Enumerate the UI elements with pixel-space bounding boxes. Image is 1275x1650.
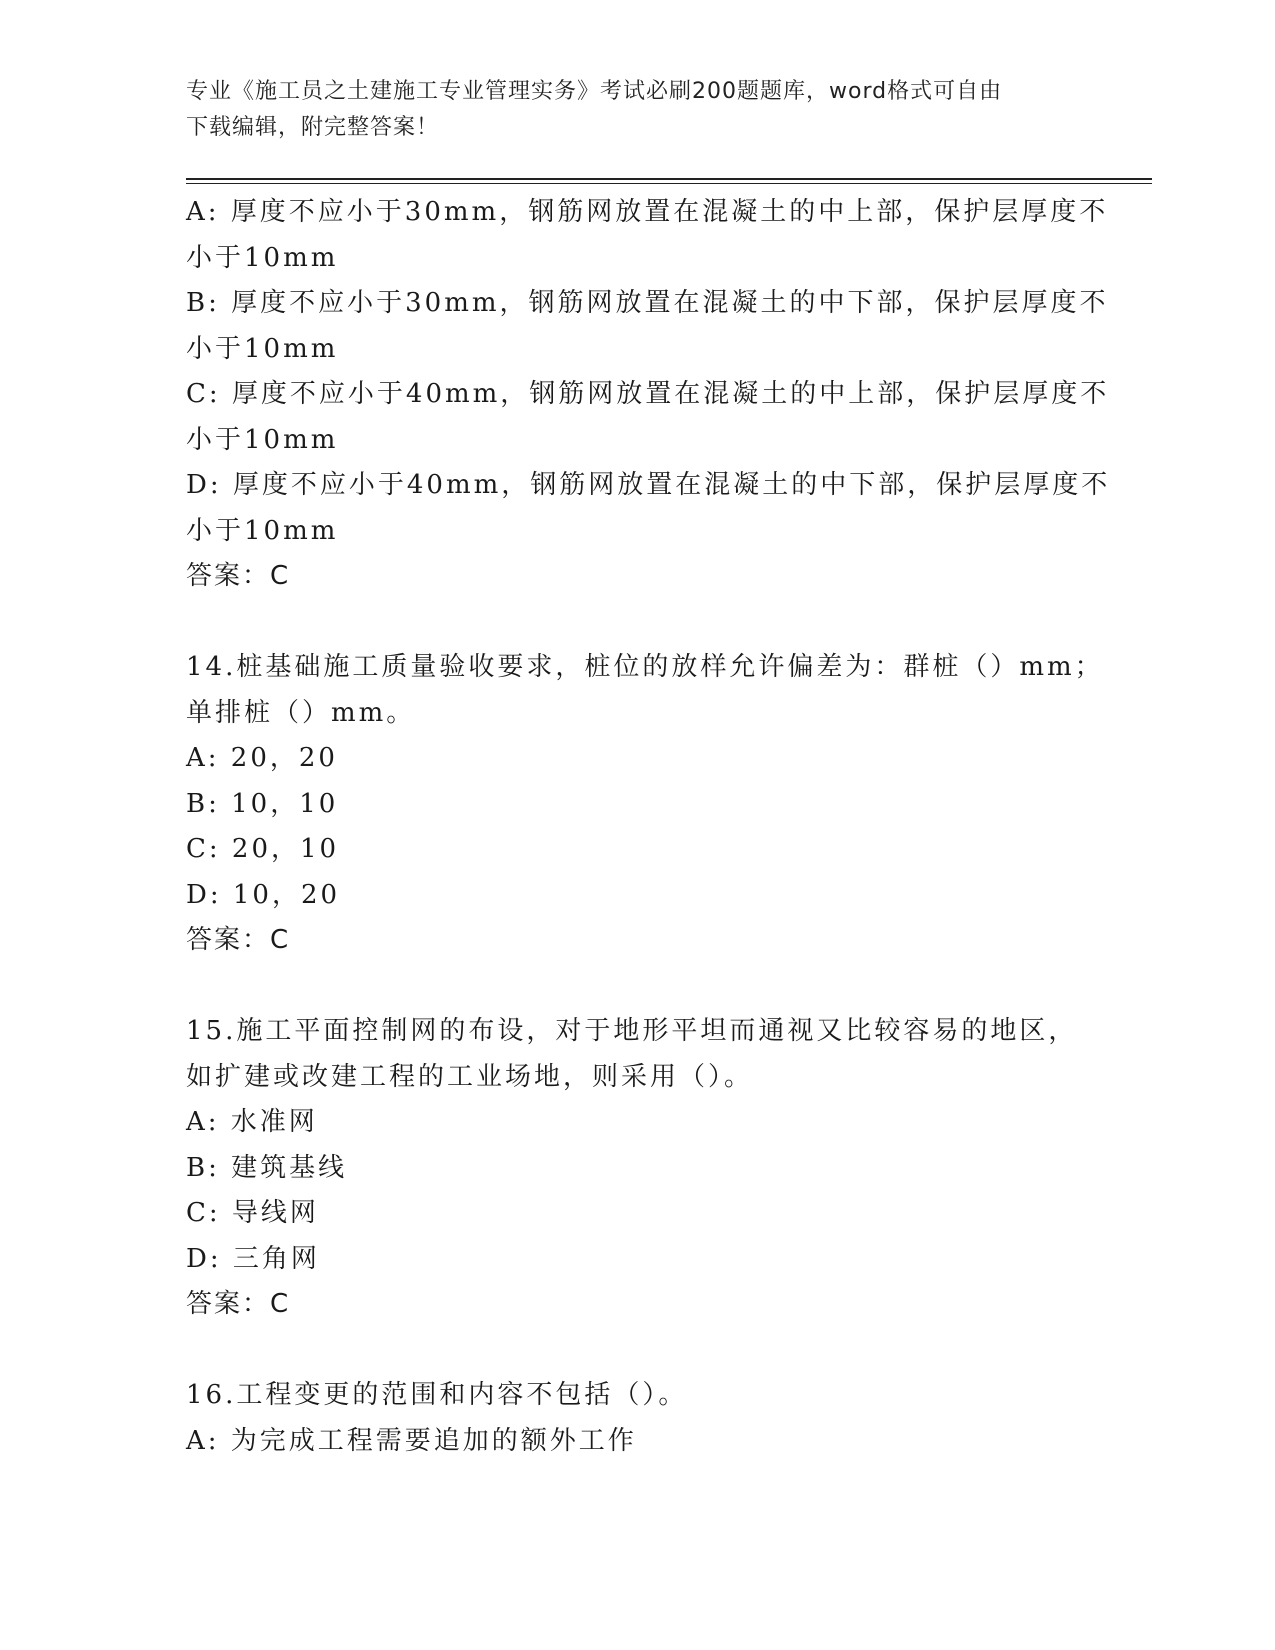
option-d: D: 10，20: [186, 879, 341, 910]
question-list: [186, 190, 1111, 1464]
header-line-1: 专业《施工员之土建施工专业管理实务》考试必刷200题题库，word格式可自由: [186, 79, 1003, 104]
option-b: B: 建筑基线: [186, 1152, 348, 1183]
option-a-line-2: 小于10mm: [186, 242, 339, 273]
option-d-line-1: D: 厚度不应小于40mm，钢筋网放置在混凝土的中下部，保护层厚度不: [186, 470, 1111, 500]
option-c: C: 导线网: [186, 1198, 319, 1228]
question-15: [186, 1009, 1086, 1328]
header-divider-thin: [186, 183, 1152, 184]
question-spacer: [186, 600, 1086, 646]
answer-line: 答案：C: [186, 925, 291, 955]
option-a: A: 为完成工程需要追加的额外工作: [186, 1425, 637, 1456]
question-stem-line-2: 如扩建或改建工程的工业场地，则采用（）。: [186, 1061, 754, 1092]
document-header: [186, 74, 1066, 146]
option-c-line-1: C: 厚度不应小于40mm，钢筋网放置在混凝土的中上部，保护层厚度不: [186, 379, 1110, 409]
question-stem-line-2: 单排桩（）mm。: [186, 697, 416, 728]
question-stem-line-1: 15.施工平面控制网的布设，对于地形平坦而通视又比较容易的地区，: [186, 1016, 1078, 1046]
option-b-line-1: B: 厚度不应小于30mm，钢筋网放置在混凝土的中下部，保护层厚度不: [186, 288, 1109, 318]
option-d-line-2: 小于10mm: [186, 515, 339, 546]
header-divider-thick: [186, 178, 1152, 180]
option-c: C: 20，10: [186, 834, 340, 864]
option-a-line-1: A: 厚度不应小于30mm，钢筋网放置在混凝土的中上部，保护层厚度不: [186, 197, 1109, 227]
option-d: D: 三角网: [186, 1243, 320, 1274]
answer-line: 答案：C: [186, 561, 291, 591]
header-line-2: 下载编辑，附完整答案！: [186, 115, 440, 140]
question-spacer: [186, 964, 1086, 1010]
option-a: A: 水准网: [186, 1107, 318, 1137]
question-13: [186, 190, 1111, 600]
question-14: [186, 645, 1104, 964]
question-spacer: [186, 1328, 1086, 1374]
option-b: B: 10，10: [186, 788, 339, 819]
option-b-line-2: 小于10mm: [186, 333, 339, 364]
option-c-line-2: 小于10mm: [186, 424, 339, 455]
answer-line: 答案：C: [186, 1289, 291, 1319]
question-stem-line-1: 16.工程变更的范围和内容不包括（）。: [186, 1380, 688, 1410]
question-stem-line-1: 14.桩基础施工质量验收要求，桩位的放样允许偏差为：群桩（）mm；: [186, 652, 1104, 682]
question-16: [186, 1373, 1086, 1464]
option-a: A: 20，20: [186, 743, 338, 773]
